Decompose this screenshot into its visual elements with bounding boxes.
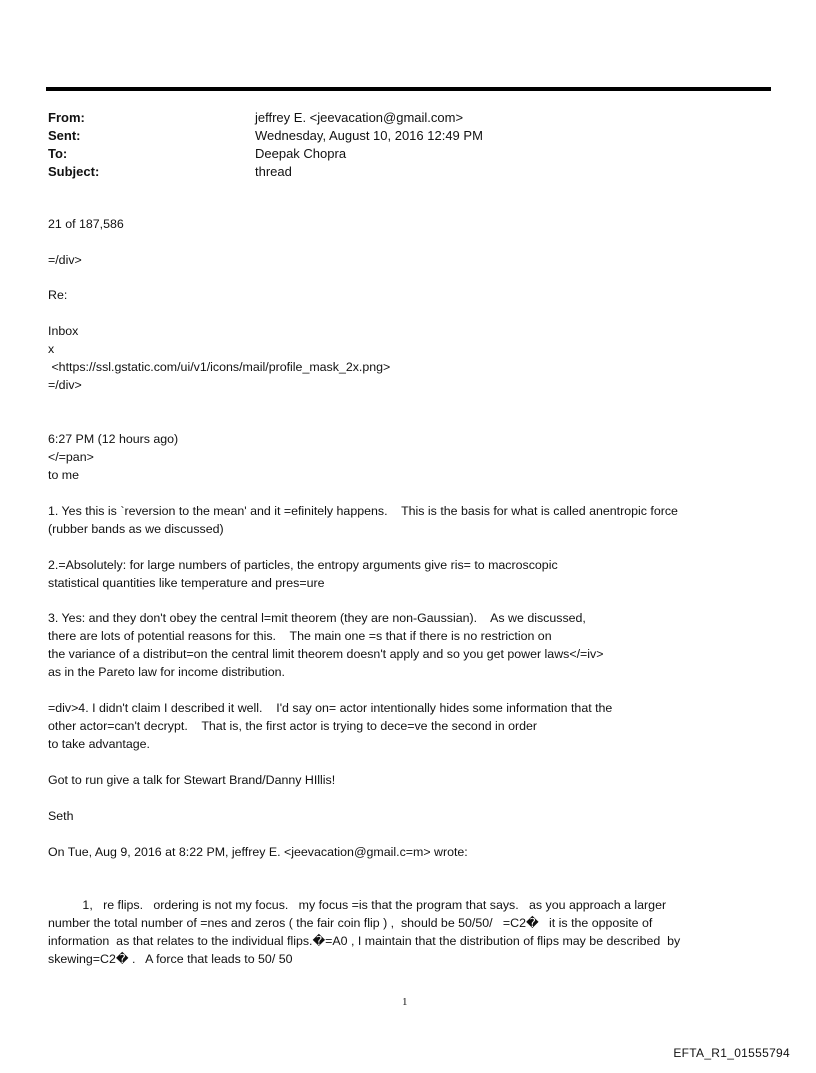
to-label: To: xyxy=(48,146,68,161)
bates-number: EFTA_R1_01555794 xyxy=(673,1046,790,1060)
x-label: x xyxy=(48,342,55,356)
div-tag-1: =/div> xyxy=(48,253,82,267)
subject-value: thread xyxy=(255,164,292,179)
paragraph-1-line-2: (rubber bands as we discussed) xyxy=(48,522,224,536)
sent-value: Wednesday, August 10, 2016 12:49 PM xyxy=(255,128,483,143)
quote-line-4: skewing=C2� . A force that leads to 50/ 50 xyxy=(48,952,293,966)
from-label: From: xyxy=(48,110,85,125)
div-tag-2: =/div> xyxy=(48,378,82,392)
to-value: Deepak Chopra xyxy=(255,146,347,161)
page-number: 1 xyxy=(402,996,408,1008)
time-stamp: 6:27 PM (12 hours ago) xyxy=(48,432,179,446)
span-tag: </=pan> xyxy=(48,450,94,464)
paragraph-2-line-2: statistical quantities like temperature and pres=ure xyxy=(48,576,325,590)
sent-label: Sent: xyxy=(48,128,81,143)
paragraph-4-line-2: other actor=can't decrypt. That is, the first actor is trying to dece=ve the second in order xyxy=(48,719,538,733)
signature: Seth xyxy=(48,809,74,823)
paragraph-2-line-1: 2.=Absolutely: for large numbers of particles, the entropy arguments give ris= to macroscopic xyxy=(48,558,558,572)
paragraph-4-line-1: =div>4. I didn't claim I described it well. I'd say on= actor intentionally hides some information that the xyxy=(48,701,613,715)
quote-line-1: 1, re flips. ordering is not my focus. my focus =is that the program that says. as you approach a larger xyxy=(48,898,667,912)
re-label: Re: xyxy=(48,288,68,302)
inbox-label: Inbox xyxy=(48,324,79,338)
paragraph-3-line-3: the variance of a distribut=on the central limit theorem doesn't apply and so you get power laws</=iv> xyxy=(48,647,604,661)
subject-label: Subject: xyxy=(48,164,100,179)
paragraph-3-line-1: 3. Yes: and they don't obey the central l=mit theorem (they are non-Gaussian). As we discussed, xyxy=(48,611,586,625)
header-rule xyxy=(46,87,771,91)
paragraph-1-line-1: 1. Yes this is `reversion to the mean' and it =efinitely happens. This is the basis for what is called anentropic force xyxy=(48,504,678,518)
quote-line-2: number the total number of =nes and zeros ( the fair coin flip ) , should be 50/50/ =C2� it is the opposite of xyxy=(48,916,653,930)
message-count: 21 of 187,586 xyxy=(48,217,124,231)
quote-line-3: information as that relates to the individual flips.�=A0 , I maintain that the distribution of flips may be described by xyxy=(48,934,681,948)
from-value: jeffrey E. <jeevacation@gmail.com> xyxy=(255,110,464,125)
to-me: to me xyxy=(48,468,79,482)
paragraph-3-line-4: as in the Pareto law for income distribution. xyxy=(48,665,285,679)
run-line: Got to run give a talk for Stewart Brand/Danny HIllis! xyxy=(48,773,336,787)
paragraph-4-line-3: to take advantage. xyxy=(48,737,150,751)
profile-url: <https://ssl.gstatic.com/ui/v1/icons/mail/profile_mask_2x.png> xyxy=(48,360,391,374)
paragraph-3-line-2: there are lots of potential reasons for this. The main one =s that if there is no restriction on xyxy=(48,629,552,643)
quote-intro: On Tue, Aug 9, 2016 at 8:22 PM, jeffrey E. <jeevacation@gmail.c=m> wrote: xyxy=(48,845,468,859)
